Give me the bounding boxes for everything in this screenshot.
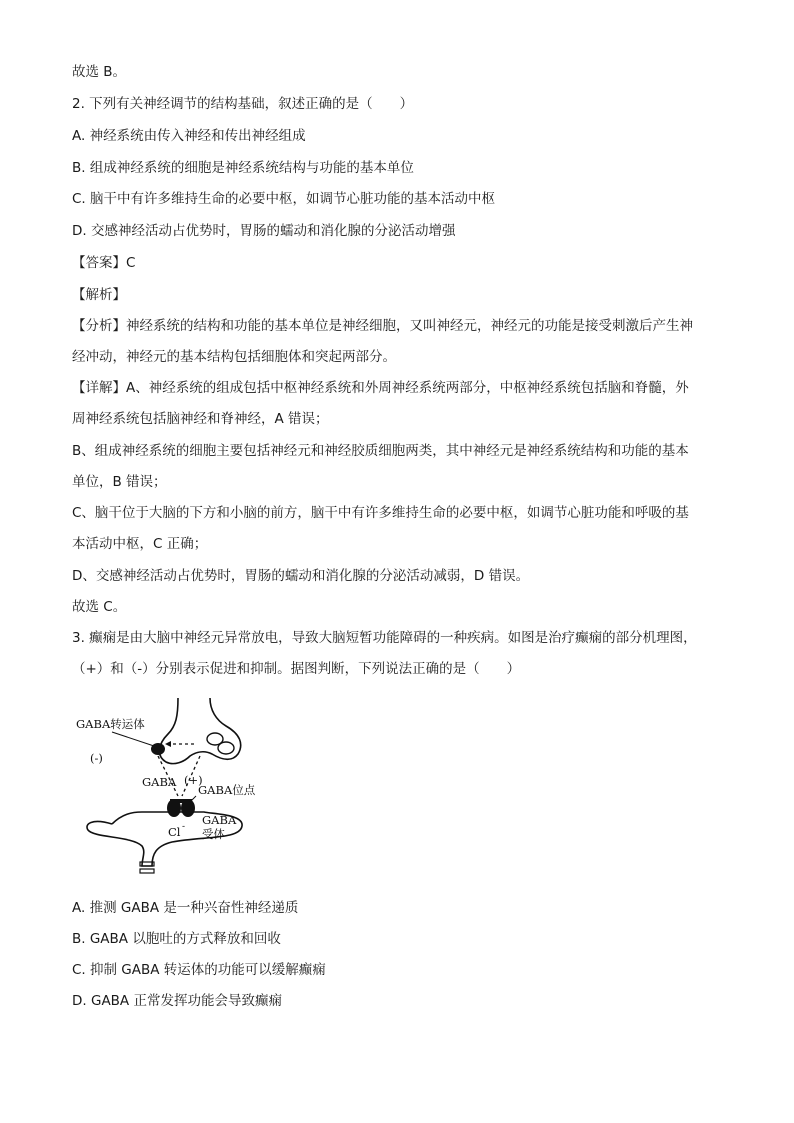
text-line: 故选 B。: [72, 64, 127, 80]
option-2c: C. 脑干中有许多维持生命的必要中枢，如调节心脏功能的基本活动中枢: [72, 191, 496, 207]
answer-label: 【答案】C: [72, 255, 136, 271]
option-3d: D. GABA 正常发挥功能会导致癫痫: [72, 993, 282, 1009]
option-3c: C. 抑制 GABA 转运体的功能可以缓解癫痫: [72, 962, 326, 978]
gaba-site-label: GABA位点: [198, 783, 256, 797]
synapse-diagram: [72, 696, 272, 886]
detail-text: D、交感神经活动占优势时，胃肠的蠕动和消化腺的分泌活动减弱，D 错误。: [72, 568, 530, 584]
detail-text: 单位，B 错误；: [72, 474, 167, 490]
option-3b: B. GABA 以胞吐的方式释放和回收: [72, 931, 281, 947]
option-2d: D. 交感神经活动占优势时，胃肠的蠕动和消化腺的分泌活动增强: [72, 223, 456, 239]
chloride-charge: -: [182, 822, 186, 832]
gaba-label: GABA: [142, 775, 177, 789]
detail-text: B、组成神经系统的细胞主要包括神经元和神经胶质细胞两类，其中神经元是神经系统结构和功能的基本: [72, 443, 689, 459]
receptor-label-2: 受体: [202, 827, 225, 841]
detail-text: 【详解】A、神经系统的组成包括中枢神经系统和外周神经系统两部分，中枢神经系统包括脑和脊髓，外: [72, 380, 689, 396]
option-2a: A. 神经系统由传入神经和传出神经组成: [72, 128, 306, 144]
inhibit-label: (-): [90, 751, 103, 765]
analysis-text: 【分析】神经系统的结构和功能的基本单位是神经细胞，又叫神经元，神经元的功能是接受刺激后产生神: [72, 318, 693, 334]
option-2b: B. 组成神经系统的细胞是神经系统结构与功能的基本单位: [72, 160, 414, 176]
text-line: 故选 C。: [72, 599, 127, 615]
question-2: 2. 下列有关神经调节的结构基础，叙述正确的是（ ）: [72, 96, 414, 112]
transporter-label: GABA转运体: [76, 717, 145, 731]
detail-text: C、脑干位于大脑的下方和小脑的前方，脑干中有许多维持生命的必要中枢，如调节心脏功能和呼吸的基: [72, 505, 689, 521]
analysis-label: 【解析】: [72, 287, 126, 303]
analysis-text: 经冲动，神经元的基本结构包括细胞体和突起两部分。: [72, 349, 396, 365]
detail-text: 周神经系统包括脑神经和脊神经，A 错误；: [72, 411, 329, 427]
question-3: 3. 癫痫是由大脑中神经元异常放电，导致大脑短暂功能障碍的一种疾病。如图是治疗癫痫的部分机理图，: [72, 630, 697, 646]
receptor-label: GABA: [202, 813, 237, 827]
promote-label: (+): [184, 773, 203, 787]
chloride-label: Cl: [168, 825, 181, 839]
detail-text: 本活动中枢，C 正确；: [72, 536, 208, 552]
option-3a: A. 推测 GABA 是一种兴奋性神经递质: [72, 900, 299, 916]
question-3: （+）和（-）分别表示促进和抑制。据图判断，下列说法正确的是（ ）: [72, 661, 521, 677]
